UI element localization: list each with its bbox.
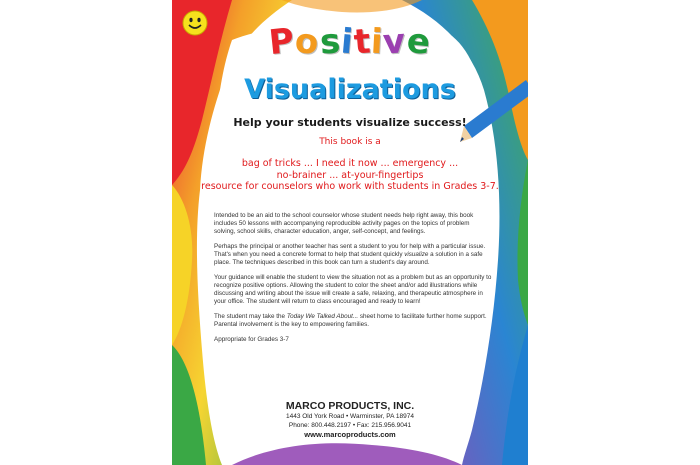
tricks-line: bag of tricks ... I need it now ... emergency ... — [241, 158, 459, 169]
intro-text: This book is a — [319, 137, 381, 147]
title-visualizations: Visualizations — [244, 74, 456, 105]
title-letter: e — [404, 20, 433, 64]
paragraph-guidance: Your guidance will enable the student to view the situation not as a problem but as an opportunity to recognize positive options. Allowing the student to color the sheet and/or add illustrations while discussing and writing about the issue will create a safe, relaxing, and therapeutic atmosphere in your office. The student will return to class encouraged and ready to learn! — [214, 274, 492, 305]
description-body — [214, 212, 492, 351]
book-cover — [172, 0, 528, 465]
title-letter: o — [293, 21, 321, 63]
title-positive — [172, 22, 528, 62]
publisher-block — [172, 400, 528, 440]
paragraph-grades: Appropriate for Grades 3-7 — [214, 336, 289, 343]
tricks-line: resource for counselors who work with students in Grades 3-7. — [201, 181, 499, 192]
publisher-address: 1443 Old York Road • Warminster, PA 18974 — [285, 413, 415, 420]
title-letter: s — [318, 21, 342, 63]
tricks-text — [172, 158, 528, 193]
tagline: Help your students visualize success! — [233, 116, 467, 129]
title-letter: i — [369, 21, 385, 63]
title-letter: v — [382, 21, 408, 63]
title-letter: t — [351, 21, 373, 63]
paragraph-home-support: The student may take the Today We Talked About... sheet home to facilitate further home support. Parental involvement is the key to empowering families. — [214, 313, 487, 328]
paragraph-principal: Perhaps the principal or another teacher has sent a student to you for help with a particular issue. That's when you need a concrete format to help that student quickly visualize a solution in a safe place. The techniques described in this book can turn a student's day around. — [214, 243, 486, 266]
title-letter: P — [267, 20, 298, 64]
publisher-name: MARCO PRODUCTS, INC. — [285, 400, 415, 412]
tricks-line: no-brainer ... at-your-fingertips — [276, 169, 424, 181]
publisher-phone: Phone: 800.448.2197 • Fax: 215.956.9041 — [288, 421, 412, 429]
title-letter: i — [339, 21, 356, 63]
paragraph-intro: Intended to be an aid to the school counselor whose student needs help right away, this book includes 50 lessons with accompanying reproducible activity pages on the topics of problem solving, school skills, character education, anger, self-concept, and feelings. — [214, 212, 474, 235]
publisher-website[interactable]: www.marcoproducts.com — [304, 430, 396, 439]
